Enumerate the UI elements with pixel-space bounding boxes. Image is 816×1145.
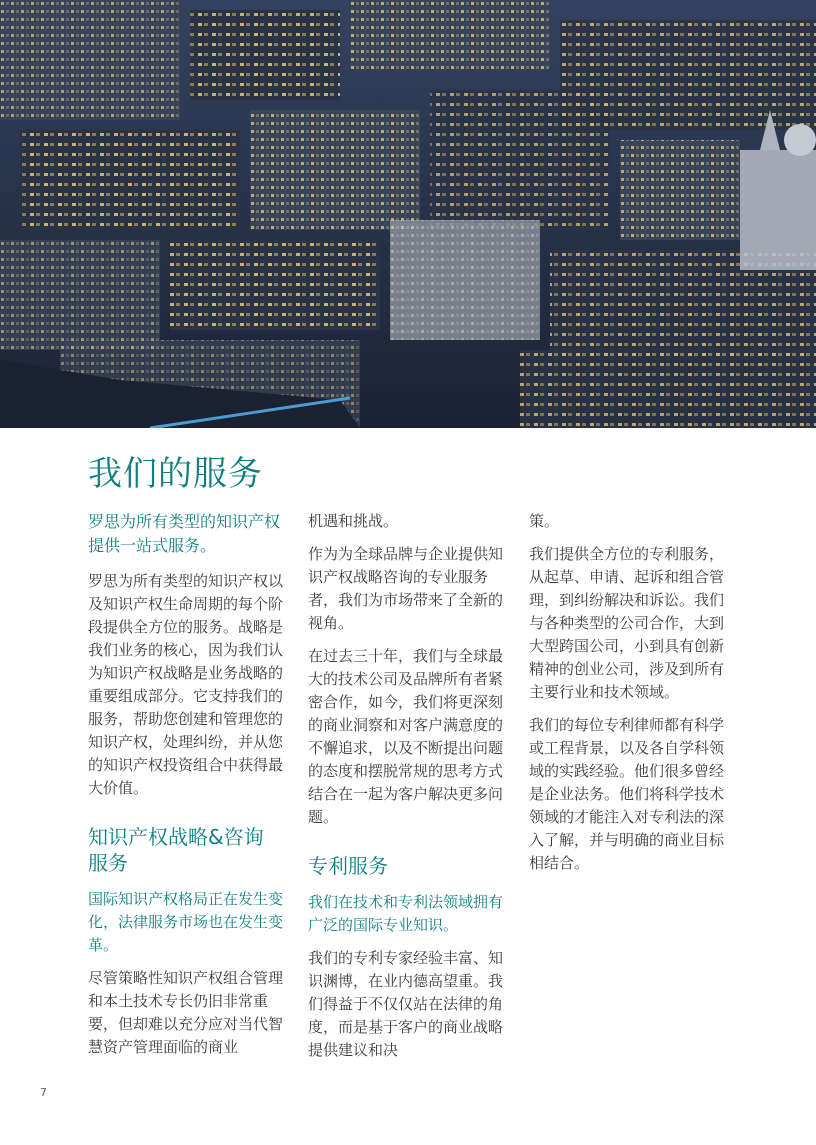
column-3 bbox=[529, 510, 725, 885]
paragraph: 罗思为所有类型的知识产权以及知识产权生命周期的每个阶段提供全方位的服务。战略是我们业务的核心，因为我们认为知识产权战略是业务战略的重要组成部分。它支持我们的服务，帮助您创建和管理您的知识产权，处理纠纷，并从您的知识产权投资组合中获得最大价值。 bbox=[88, 572, 284, 797]
subheading-text: 我们在技术和专利法领域拥有广泛的国际专业知识。 bbox=[308, 893, 504, 934]
paragraph: 在过去三十年，我们与全球最大的技术公司及品牌所有者紧密合作，如今，我们将更深刻的商业洞察和对客户满意度的不懈追求，以及不断提出问题的态度和摆脱常规的思考方式结合在一起为客户解决更多问题。 bbox=[308, 647, 504, 826]
heading-line: 服务 bbox=[88, 851, 128, 875]
section-heading-ip-strategy bbox=[88, 824, 284, 876]
section-heading-patent: 专利服务 bbox=[308, 854, 388, 878]
city-night-illustration bbox=[0, 0, 816, 428]
paragraph: 策。 bbox=[529, 512, 560, 530]
paragraph: 尽管策略性知识产权组合管理和本土技术专长仍旧非常重要，但却难以充分应对当代智慧资产管理面临的商业 bbox=[88, 969, 284, 1056]
heading-line: 知识产权战略&咨询 bbox=[88, 825, 264, 849]
paragraph: 我们提供全方位的专利服务，从起草、申请、起诉和组合管理，到纠纷解决和诉讼。我们与各种类型的公司合作，大到大型跨国公司，小到具有创新精神的创业公司，涉及到所有主要行业和技术领域。 bbox=[529, 545, 725, 701]
paragraph: 作为为全球品牌与企业提供知识产权战略咨询的专业服务者，我们为市场带来了全新的视角。 bbox=[308, 545, 504, 632]
hero-city-photo bbox=[0, 0, 816, 428]
paragraph: 我们的专利专家经验丰富、知识渊博，在业内德高望重。我们得益于不仅仅站在法律的角度，而是基于客户的商业战略提供建议和决 bbox=[308, 949, 504, 1059]
page-title: 我们的服务 bbox=[88, 454, 263, 494]
page-number: 7 bbox=[40, 1086, 47, 1099]
lead-text: 罗思为所有类型的知识产权提供一站式服务。 bbox=[88, 512, 281, 555]
paragraph: 我们的每位专利律师都有科学或工程背景，以及各自学科领域的实践经验。他们很多曾经是企业法务。他们将科学技术领域的才能注入对专利法的深入了解，并与明确的商业目标相结合。 bbox=[529, 716, 725, 872]
column-1 bbox=[88, 510, 284, 1069]
subheading-text: 国际知识产权格局正在发生变化，法律服务市场也在发生变革。 bbox=[88, 890, 284, 954]
paragraph: 机遇和挑战。 bbox=[308, 512, 399, 530]
column-2 bbox=[308, 510, 504, 1072]
